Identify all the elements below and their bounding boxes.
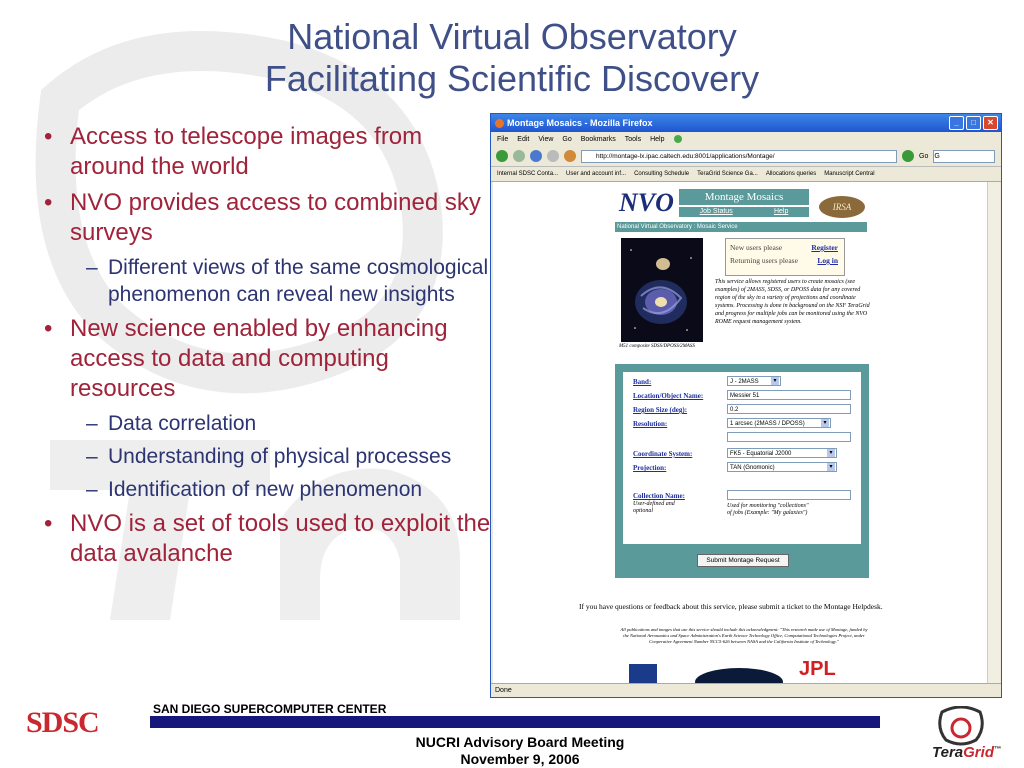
stop-icon[interactable] [547, 150, 559, 162]
firefox-icon [495, 119, 504, 128]
search-box[interactable]: G [933, 150, 995, 163]
projection-label: Projection: [633, 464, 667, 472]
teragrid-tera: Tera [932, 744, 964, 761]
meeting-info [300, 734, 740, 768]
collection-help-line: of jobs (Example: "My galaxies") [727, 510, 808, 516]
collection-label: Collection Name: [633, 492, 685, 500]
page-content [493, 182, 987, 684]
home-icon[interactable] [564, 150, 576, 162]
resolution-extra-input[interactable] [727, 432, 851, 442]
status-bar: Done [491, 683, 1001, 697]
window-titlebar[interactable] [491, 114, 1001, 132]
location-input[interactable]: Messier 51 [727, 390, 851, 400]
menu-view[interactable]: View [538, 135, 554, 143]
bullet-item: • New science enabled by enhancing access to data and computing resources [44, 314, 499, 404]
galaxy-image [621, 238, 703, 342]
projection-select[interactable]: TAN (Gnomonic) ▾ [727, 462, 837, 472]
sub-bullet-item: – Understanding of physical processes [44, 443, 499, 470]
submit-button[interactable]: Submit Montage Request [697, 554, 789, 567]
irsa-logo: IRSA [819, 196, 865, 218]
forward-icon[interactable] [513, 150, 525, 162]
close-button[interactable]: ✕ [983, 116, 998, 130]
minimize-button[interactable]: _ [949, 116, 964, 130]
resolution-label: Resolution: [633, 420, 668, 428]
montage-header: Montage Mosaics [679, 189, 809, 205]
navigation-toolbar [491, 146, 1001, 167]
bookmarks-toolbar [491, 167, 1001, 182]
go-button[interactable]: Go [919, 152, 929, 160]
bullet-item: • NVO is a set of tools used to exploit the data avalanche [44, 509, 499, 569]
coordinate-label: Coordinate System: [633, 450, 693, 458]
go-icon[interactable] [902, 150, 914, 162]
service-bar: National Virtual Observatory : Mosaic Service [615, 222, 867, 232]
nvo-logo: NVO [619, 188, 674, 217]
sub-bullet-item: – Data correlation [44, 410, 499, 437]
menu-bar [491, 132, 1001, 146]
sdsc-logo: SDSC [26, 706, 99, 739]
register-link[interactable]: Register [811, 243, 838, 252]
coordinate-select[interactable]: FK5 - Equatorial J2000 ▾ [727, 448, 837, 458]
window-title: Montage Mosaics - Mozilla Firefox [507, 118, 653, 128]
band-label: Band: [633, 378, 652, 386]
collection-note-line: optional [633, 508, 654, 514]
browser-window [490, 113, 1002, 698]
vertical-scrollbar[interactable] [987, 182, 1000, 684]
collection-note [633, 501, 675, 515]
sub-bullet-item: – Identification of new phenomenon [44, 476, 499, 503]
menu-tools[interactable]: Tools [624, 135, 642, 143]
address-bar[interactable] [581, 150, 897, 163]
menu-bookmarks[interactable]: Bookmarks [580, 135, 616, 143]
acknowledgment-text: All publications and images that use this service should include this acknowledgment: "This research made use of Montage, funded by the National Aeronautics and Space Administration's Earth Science Technology Office, Computational Technologies Project, under Cooperative Agreement Number NCC5-626 between NASA and the California Institute of Technology." [620, 627, 868, 644]
url-text: http://montage-lx.ipac.caltech.edu:8001/applications/Montage/ [596, 152, 775, 160]
header-links [679, 207, 809, 217]
bookmark-item[interactable]: TeraGrid Science Ga... [697, 171, 758, 177]
back-icon[interactable] [496, 150, 508, 162]
help-link[interactable]: Help [773, 208, 789, 215]
collection-help [727, 503, 809, 517]
bookmark-item[interactable]: User and account inf... [566, 171, 627, 177]
mosaic-form [615, 364, 869, 578]
login-box [725, 238, 845, 276]
bookmark-item[interactable]: Manuscript Central [824, 171, 875, 177]
region-label: Region Size (deg): [633, 406, 688, 414]
returning-users-text: Returning users please [730, 256, 798, 265]
bullet-item: • Access to telescope images from around the world [44, 122, 499, 182]
service-description: This service allows registered users to create mosaics (see examples) of 2MASS, SDSS, or DPOSS data for any covered region of the sky in a variety of projections and coordinate systems. Processing is done in background on the NSF TeraGrid and progress for multiple jobs can be monitored using the NVO ROME request management system. [715, 279, 870, 325]
location-label: Location/Object Name: [633, 392, 704, 400]
center-name: SAN DIEGO SUPERCOMPUTER CENTER [153, 702, 387, 716]
slide-title [0, 16, 1024, 100]
teragrid-wordmark [932, 744, 1001, 761]
title-line-1: National Virtual Observatory [287, 16, 737, 57]
galaxy-caption: M51 composite SDSS/DPOSS/2MASS [619, 344, 695, 349]
teragrid-logo-icon [936, 706, 986, 748]
form-panel [623, 372, 861, 544]
teragrid-tm: ™ [993, 746, 1001, 753]
collection-note-line: User-defined and [633, 501, 675, 507]
band-select[interactable]: J - 2MASS ▾ [727, 376, 781, 386]
help-circle-icon [674, 135, 682, 143]
job-status-link[interactable]: Job Status [699, 208, 733, 215]
bookmark-item[interactable]: Allocations queries [765, 171, 817, 177]
menu-help[interactable]: Help [650, 135, 665, 143]
teragrid-grid: Grid [963, 744, 994, 761]
login-link[interactable]: Log in [817, 256, 838, 265]
bookmark-item[interactable]: Internal SDSC Conta... [497, 171, 559, 177]
bullet-list [44, 122, 499, 575]
maximize-button[interactable]: □ [966, 116, 981, 130]
reload-icon[interactable] [530, 150, 542, 162]
title-line-2: Facilitating Scientific Discovery [264, 58, 760, 99]
footer-bar [150, 716, 880, 728]
sub-bullet-item: – Different views of the same cosmological phenomenon can reveal new insights [44, 254, 499, 308]
resolution-select[interactable]: 1 arcsec (2MASS / DPOSS) ▾ [727, 418, 831, 428]
new-users-text: New users please [730, 243, 783, 252]
collection-input[interactable] [727, 490, 851, 500]
jpl-logo: JPL [799, 658, 836, 680]
menu-file[interactable]: File [497, 135, 509, 143]
meeting-date: November 9, 2006 [460, 751, 580, 767]
region-input[interactable]: 0.2 [727, 404, 851, 414]
menu-edit[interactable]: Edit [517, 135, 530, 143]
bullet-item: • NVO provides access to combined sky surveys [44, 188, 499, 248]
collection-help-line: Used for monitoring "collections" [727, 503, 809, 509]
meeting-title: NUCRI Advisory Board Meeting [415, 734, 625, 750]
bookmark-item[interactable]: Consulting Schedule [634, 171, 690, 177]
menu-go[interactable]: Go [562, 135, 572, 143]
helpdesk-text: If you have questions or feedback about this service, please submit a ticket to the Montage Helpdesk. [579, 602, 883, 611]
